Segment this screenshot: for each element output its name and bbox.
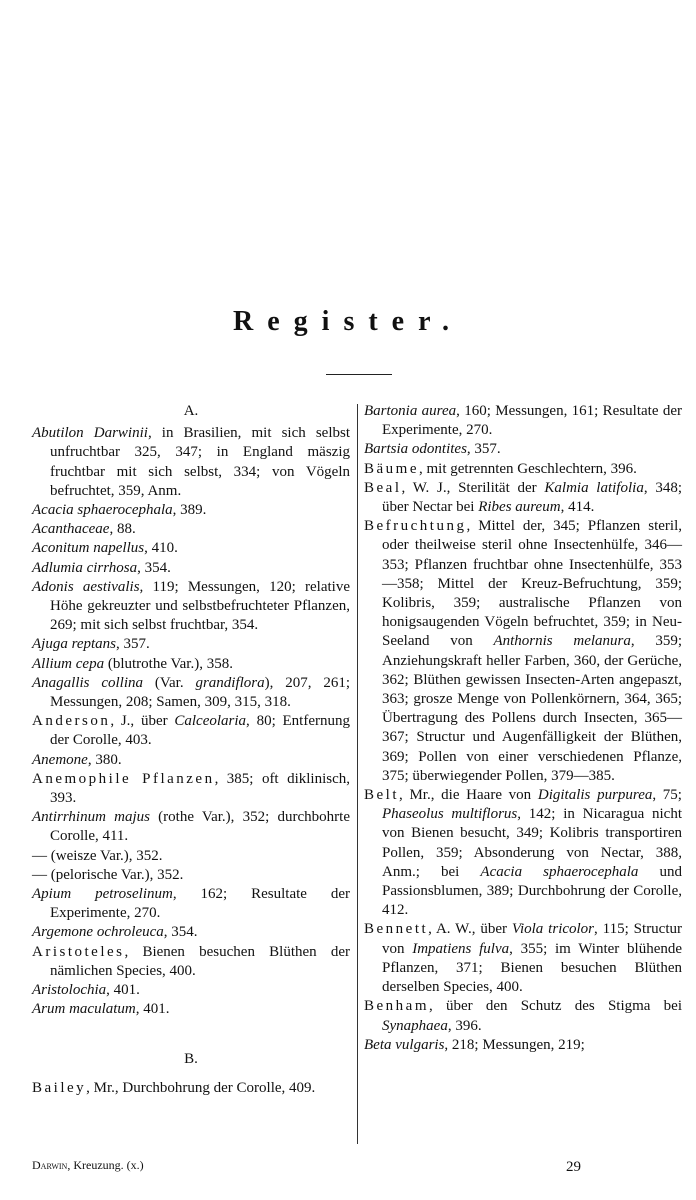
- index-entry: [364, 460, 682, 479]
- index-entry: [32, 1000, 350, 1019]
- entry-text: , 401.: [106, 982, 140, 999]
- footer-signature: [32, 1158, 144, 1173]
- index-entry: [364, 517, 682, 786]
- entry-term-italic: Beta vulgaris: [364, 1036, 445, 1053]
- index-entry: [32, 923, 350, 942]
- index-entry: [32, 539, 350, 558]
- page-title: Register.: [233, 306, 463, 337]
- section-letter-b: B.: [184, 1050, 198, 1067]
- entry-text: (blutrothe Var.), 358.: [104, 655, 233, 672]
- footer-author: Darwin: [32, 1158, 68, 1172]
- index-entry: [32, 424, 350, 501]
- entry-text: , 75;: [652, 787, 682, 804]
- index-entry: [32, 751, 350, 770]
- entry-text: — (pelorische Var.), 352.: [32, 866, 184, 883]
- entry-term-italic: Acacia sphaerocephala: [480, 863, 639, 880]
- entry-text: ), 207, 261; Messungen, 208; Samen, 309, 315, 318.: [50, 674, 350, 711]
- entry-term-italic: Phaseolus multiflorus: [382, 806, 518, 823]
- entry-text: , 348; über Nectar bei: [382, 479, 682, 516]
- entry-text: , 385; oft diklinisch, 393.: [50, 770, 350, 807]
- entry-text: , 410.: [144, 540, 178, 557]
- index-entry: [32, 1079, 350, 1098]
- entry-term-italic: Antirrhinum majus: [32, 809, 150, 826]
- entry-text: , 359; Anziehungskraft heller Farben, 360, der Gerüche, 362; Blüthen gewissen Insecten-Arten angepaszt, 363; grosze Menge von Pollenkörnern, 364, 365; Übertragung des Pollens durch Insecten, 365—367; Structur und Augenfälligkeit der Blüthen, 369; Pollen von einer verschiedenen Pflanze, 375; überwiegender Pollen, 379—385.: [382, 633, 683, 784]
- index-entry: [364, 1036, 682, 1055]
- entry-name-spaced: Bennett: [364, 921, 429, 938]
- index-list-b-right: [364, 402, 682, 1055]
- index-entry: [32, 808, 350, 846]
- entry-name-spaced: Bailey: [32, 1079, 87, 1096]
- entry-term-italic: Anagallis collina: [32, 674, 144, 691]
- index-entry: [32, 981, 350, 1000]
- index-entry: [32, 635, 350, 654]
- entry-text: , 414.: [560, 499, 595, 516]
- entry-term-italic: Digitalis purpurea: [537, 787, 653, 804]
- entry-term-italic: Acacia sphaerocephala: [32, 502, 173, 519]
- entry-text: , 160; Messungen, 161; Resultate der Experimente, 270.: [382, 403, 682, 439]
- entry-text: und Passionsblumen, 389; Durchbohrung der Corolle, 412.: [382, 863, 683, 919]
- entry-term-italic: Adlumia cirrhosa: [32, 559, 138, 576]
- entry-name-spaced: Anemophile Pflanzen: [32, 770, 215, 787]
- entry-text: , 357.: [116, 636, 150, 653]
- column-divider: [357, 404, 358, 1144]
- entry-term-italic: Aconitum napellus: [32, 540, 145, 557]
- entry-text: , mit getrennten Geschlechtern, 396.: [419, 460, 637, 477]
- footer-text: , Kreuzung. (x.): [67, 1158, 144, 1172]
- index-list-a: [32, 424, 350, 1019]
- index-entry: [364, 997, 682, 1035]
- entry-name-spaced: Anderson: [32, 713, 111, 730]
- entry-text: , 389.: [172, 502, 207, 519]
- right-column: [364, 402, 682, 1055]
- entry-text: , W. J., Sterilität der: [401, 479, 545, 496]
- entry-text: , 380.: [87, 751, 122, 768]
- entry-text: 119; Messungen, 120; relative Höhe gekreuzter und selbstbefruchteter Pflanzen, 269; mit sich selbst fruchtbar, 354.: [50, 578, 350, 634]
- entry-text: , J., über: [110, 713, 175, 730]
- index-entry: [32, 885, 350, 923]
- entry-name-spaced: Benham: [364, 998, 429, 1015]
- index-entry: [32, 559, 350, 578]
- entry-text: , 401.: [135, 1001, 170, 1018]
- index-entry: [32, 674, 350, 712]
- entry-term-italic: Synaphaea: [382, 1017, 448, 1034]
- entry-text: , über den Schutz des Stigma bei: [429, 998, 682, 1015]
- entry-text: , Mittel der, 345; Pflanzen steril, oder theilweise steril ohne Insectenhülfe, 346—353; Pflanzen fruchtbar ohne Insectenhülfe, 353—358; Mittel der Kreuz-Befruchtung, 359; Kolibris, 359; australische Pflanzen von honigsaugenden Vögeln befruchtet, 359; in Neu-Seeland von: [382, 518, 682, 650]
- left-column: [32, 402, 350, 1098]
- entry-text: , 88.: [109, 521, 136, 538]
- entry-name-spaced: Beal: [364, 479, 402, 496]
- index-entry: [32, 501, 350, 520]
- index-entry: [32, 943, 350, 981]
- index-entry: [32, 712, 350, 750]
- entry-text: — (weisze Var.), 352.: [32, 847, 163, 864]
- entry-term-italic: Bartsia odontites: [364, 441, 467, 458]
- index-entry: [364, 402, 682, 440]
- entry-text: , 357.: [466, 441, 501, 458]
- entry-term-italic: Anthornis melanura: [493, 633, 631, 650]
- entry-term-italic: Acanthaceae: [32, 521, 110, 538]
- index-entry: [364, 920, 682, 997]
- entry-term-italic: grandiflora: [195, 674, 265, 691]
- entry-term-italic: Anemone: [32, 751, 88, 768]
- entry-term-italic: Viola tricolor: [511, 921, 595, 938]
- entry-text: (Var.: [143, 674, 196, 691]
- entry-text: , Bienen besuchen Blüthen der nämlichen Species, 400.: [50, 943, 350, 979]
- entry-text: , 162; Resultate der Experimente, 270.: [50, 886, 351, 922]
- entry-text: , 354.: [137, 559, 171, 576]
- entry-term-italic: Impatiens fulva: [412, 940, 510, 957]
- entry-term-italic: Apium petroselinum: [32, 886, 173, 903]
- title-rule: [326, 374, 392, 375]
- index-entry: [364, 786, 682, 920]
- entry-text: , 355; im Winter blühende Pflanzen, 371; Bienen besuchen Blüthen derselben Species, 400.: [382, 940, 683, 996]
- entry-term-italic: Aristolochia: [32, 982, 107, 999]
- entry-term-italic: Kalmia latifolia: [544, 479, 644, 496]
- entry-name-spaced: Belt: [364, 787, 399, 804]
- entry-term-italic: Calceolaria: [174, 713, 247, 730]
- entry-name-spaced: Aristoteles: [32, 943, 125, 960]
- entry-term-italic: Argemone ochroleuca: [32, 924, 164, 941]
- index-entry: [32, 520, 350, 539]
- index-entry: [32, 578, 350, 636]
- section-letter-a: A.: [183, 403, 199, 419]
- index-entry: [32, 770, 350, 808]
- entry-name-spaced: Befruchtung: [364, 518, 467, 535]
- index-entry: [32, 866, 350, 885]
- entry-text: , 396.: [447, 1017, 482, 1034]
- entry-term-italic: Allium cepa: [32, 655, 105, 672]
- entry-term-italic: Abutilon Darwinii: [32, 425, 148, 442]
- entry-term-italic: Ribes aureum: [478, 499, 561, 516]
- entry-term-italic: Ajuga reptans: [32, 636, 117, 653]
- entry-text: , in Brasilien, mit sich selbst unfruchtbar 325, 347; in England mäszig fruchtbar mit sich selbst, 334; von Vögeln befruchtet, 359, Anm.: [50, 425, 351, 499]
- index-entry: [364, 440, 682, 459]
- index-entry: [364, 479, 682, 517]
- entry-term-italic: Arum maculatum: [32, 1001, 136, 1018]
- entry-term-italic: Bartonia aurea: [364, 403, 457, 419]
- index-entry: [32, 847, 350, 866]
- entry-text: , 80; Entfernung der Corolle, 403.: [50, 713, 350, 749]
- entry-name-spaced: Bäume: [364, 460, 419, 477]
- entry-text: , A. W., über: [428, 921, 512, 938]
- entry-term-italic: Adonis aestivalis,: [32, 578, 144, 595]
- index-list-b-left: [32, 1079, 350, 1098]
- page-number: 29: [566, 1159, 581, 1175]
- entry-text: (rothe Var.), 352; durchbohrte Corolle, 411.: [50, 809, 350, 845]
- index-entry: [32, 655, 350, 674]
- entry-text: , Mr., die Haare von: [399, 787, 538, 804]
- entry-text: , 115; Structur von: [382, 921, 683, 957]
- entry-text: , 218; Messungen, 219;: [444, 1036, 585, 1053]
- entry-text: , 142; in Nicaragua nicht von Bienen besucht, 349; Kolibris transportiren Pollen, 359; Absonderung von Nectar, 388, Anm.; bei: [382, 806, 682, 880]
- entry-text: , 354.: [163, 924, 198, 941]
- entry-text: , Mr., Durchbohrung der Corolle, 409.: [86, 1079, 316, 1096]
